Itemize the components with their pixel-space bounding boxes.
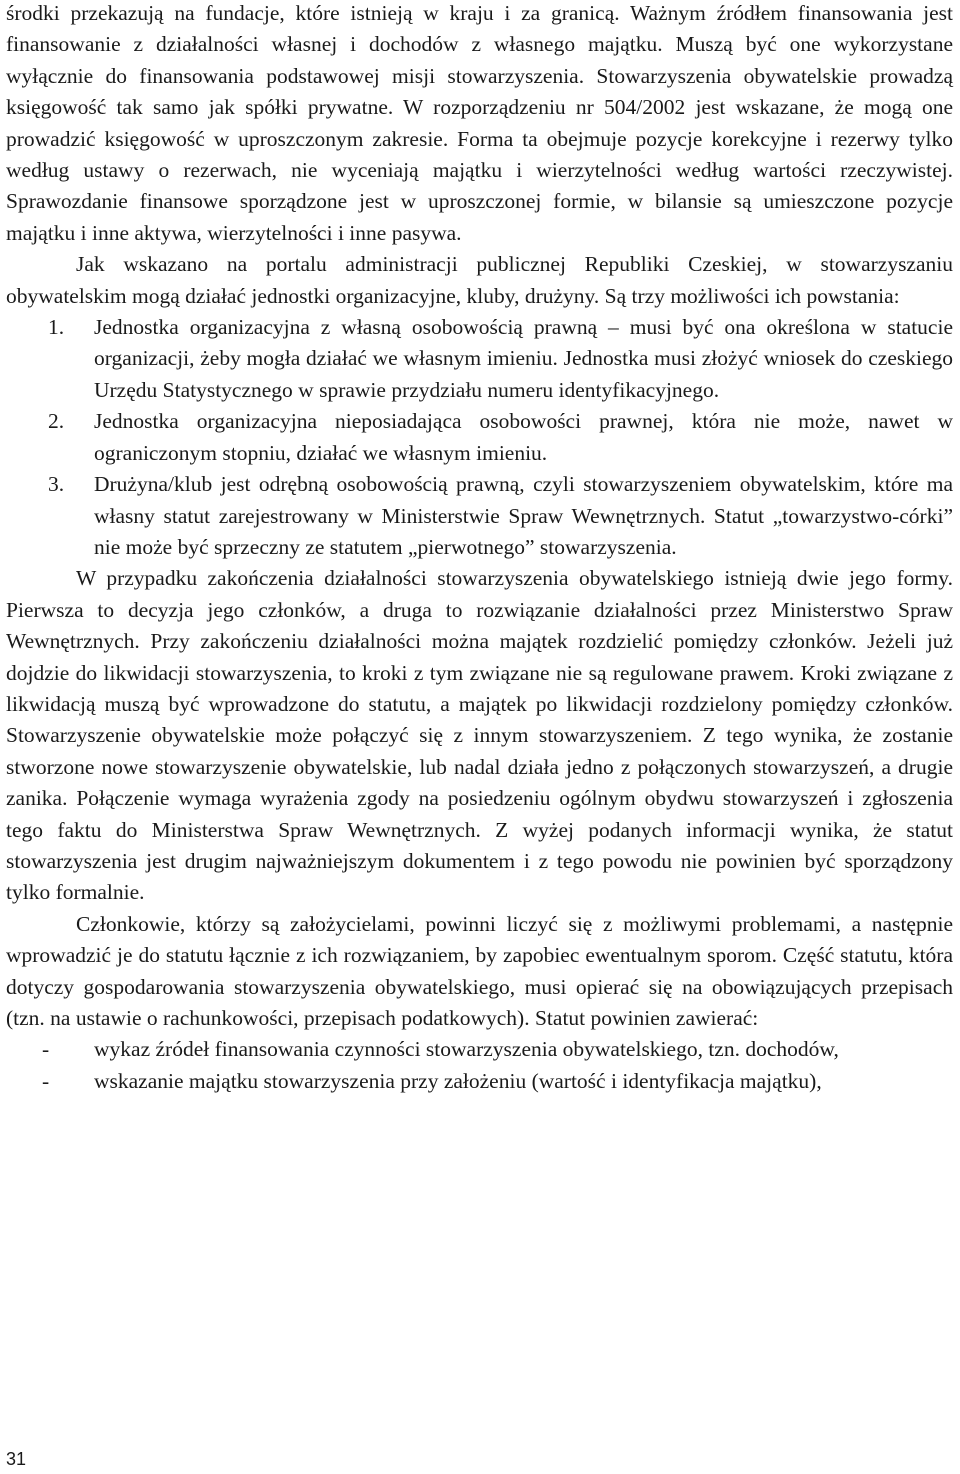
list-item-number: 2. (48, 409, 65, 434)
list-item (6, 312, 953, 406)
list-item-text: Jednostka organizacyjna nieposiadająca osobowości prawnej, która nie może, nawet w ograniczonym stopniu, działać we własnym imieniu. (94, 409, 953, 465)
list-item-number: 3. (48, 472, 65, 497)
list-item (6, 1066, 953, 1097)
list-item (6, 406, 953, 469)
paragraph-statute: Członkowie, którzy są założycielami, powinni liczyć się z możliwymi problemami, a następnie wprowadzić je do statutu łącznie z ich rozwiązaniem, by zapobiec ewentualnym sporom. Część statutu, która dotyczy gospodarowania stowarzyszenia obywatelskiego, musi opierać się na obowiązujących przepisach (tzn. na ustawie o rachunkowości, przepisach podatkowych). Statut powinien zawierać: (6, 911, 953, 1030)
list-item (6, 469, 953, 563)
numbered-list (6, 312, 953, 563)
page-number: 31 (6, 1449, 27, 1469)
list-item-dash: - (42, 1037, 50, 1062)
list-item-text: wskazanie majątku stowarzyszenia przy założeniu (wartość i identyfikacja majątku), (94, 1068, 822, 1093)
list-item-dash: - (42, 1068, 50, 1093)
list-item (6, 1034, 953, 1065)
paragraph-dissolution: W przypadku zakończenia działalności stowarzyszenia obywatelskiego istnieją dwie jego formy. Pierwsza to decyzja jego członków, a druga to rozwiązanie działalności przez Ministerstwo Spraw Wewnętrznych. Przy zakończeniu działalności można majątek rozdzielić pomiędzy członków. Jeżeli już dojdzie do likwidacji stowarzyszenia, to kroki z tym związane nie są regulowane prawem. Kroki związane z likwidacją muszą być wprowadzone do statutu, a majątek po likwidacji rozdzielony pomiędzy członków. Stowarzyszenie obywatelskie może połączyć się z innym stowarzyszeniem. Z tego wynika, że zostanie stworzone nowe stowarzyszenie obywatelskie, lub nadal działa jedno z połączonych stowarzyszeń, a drugie zanika. Połączenie wymaga wyrażenia zgody na posiedzeniu ogólnym obydwu stowarzyszeń i zgłoszenia tego faktu do Ministerstwa Spraw Wewnętrznych. Z wyżej podanych informacji wynika, że statut stowarzyszenia jest drugim najważniejszym dokumentem i z tego powodu nie powinien być sporządzony tylko formalnie. (6, 566, 953, 905)
list-item-text: Jednostka organizacyjna z własną osobowością prawną – musi być ona określona w statucie organizacji, żeby mogła działać we własnym imieniu. Jednostka musi złożyć wniosek do czeskiego Urzędu Statystycznego w sprawie przydziału numeru identyfikacyjnego. (94, 315, 953, 402)
paragraph-organizational-units: Jak wskazano na portalu administracji publicznej Republiki Czeskiej, w stowarzyszaniu obywatelskim mogą działać jednostki organizacyjne, kluby, drużyny. Są trzy możliwości ich powstania: (6, 252, 953, 308)
list-item-text: Drużyna/klub jest odrębną osobowością prawną, czyli stowarzyszeniem obywatelskim, które ma własny statut zarejestrowany w Ministerstwie Spraw Wewnętrznych. Statut „towarzystwo-córki” nie może być sprzeczny ze statutem „pierwotnego” stowarzyszenia. (94, 472, 953, 559)
dash-list (6, 1034, 953, 1097)
document-body (6, 0, 953, 1097)
list-item-number: 1. (48, 315, 65, 340)
paragraph-financing: środki przekazują na fundacje, które istnieją w kraju i za granicą. Ważnym źródłem finansowania jest finansowanie z działalności własnej i dochodów z własnego majątku. Muszą być one wykorzystane wyłącznie do finansowania podstawowej misji stowarzyszenia. Stowarzyszenia obywatelskie prowadzą księgowość tak samo jak spółki prywatne. W rozporządzeniu nr 504/2002 jest wskazane, że mogą one prowadzić księgowość w uproszczonym zakresie. Forma ta obejmuje pozycje korekcyjne i rezerwy tylko według ustawy o rezerwach, nie wyceniają majątku i wierzytelności według wartości rzeczywistej. Sprawozdanie finansowe sporządzone jest w uproszczonej formie, w bilansie są umieszczone pozycje majątku i inne aktywa, wierzytelności i inne pasywa. (6, 1, 953, 245)
list-item-text: wykaz źródeł finansowania czynności stowarzyszenia obywatelskiego, tzn. dochodów, (94, 1037, 839, 1062)
